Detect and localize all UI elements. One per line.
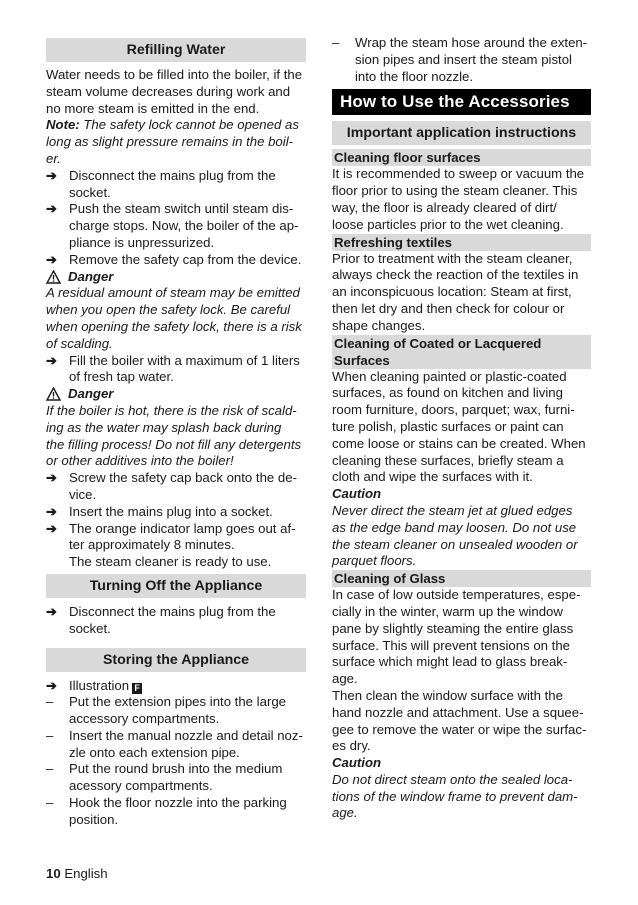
dash-bullet: – xyxy=(46,694,54,710)
dash-item xyxy=(46,728,306,762)
danger-label: Danger xyxy=(68,268,114,284)
dash-line: sion pipes and insert the steam pistol xyxy=(355,51,572,67)
dash-line: Wrap the steam hose around the exten- xyxy=(355,35,588,50)
step-item xyxy=(46,252,306,269)
step-line: Insert the mains plug into a socket. xyxy=(69,503,273,519)
step-line: pliance is unpressurized. xyxy=(69,234,215,250)
step-item xyxy=(46,470,306,504)
title-line: Cleaning of Coated or Lacquered xyxy=(334,335,542,351)
right-column xyxy=(332,0,591,822)
body-line: es dry. xyxy=(332,738,371,754)
danger-heading xyxy=(46,269,306,286)
title-line: Surfaces xyxy=(334,352,390,368)
body-line: room furniture, doors, parquet; wax, furni- xyxy=(332,402,575,418)
step-item xyxy=(46,504,306,521)
step-line: socket. xyxy=(69,184,111,200)
body-line: then let dry and then check for colour or xyxy=(332,300,565,316)
body-line: hand nozzle and attachment. Use a squee- xyxy=(332,704,584,720)
right-arrow-icon: ➔ xyxy=(46,470,58,486)
step-line: Screw the safety cap back onto the de- xyxy=(69,470,297,486)
dash-bullet: – xyxy=(46,727,54,743)
right-arrow-icon: ➔ xyxy=(46,167,58,183)
caution-line: tions of the window frame to prevent dam- xyxy=(332,788,578,804)
page-language: English xyxy=(64,866,108,881)
caution-line: the steam cleaner on unsealed wooden or xyxy=(332,536,578,552)
step-line: charge stops. Now, the boiler of the ap- xyxy=(69,218,299,234)
body-line: come loose or stains can be created. When xyxy=(332,435,586,451)
caution-line: age. xyxy=(332,805,358,821)
caution-line: Never direct the steam jet at glued edges xyxy=(332,502,573,518)
caution-label: Caution xyxy=(332,755,382,771)
step-line: Disconnect the mains plug from the xyxy=(69,603,276,619)
note-label: Note: xyxy=(46,117,80,133)
illustration-f-badge: F xyxy=(132,683,142,694)
dash-item xyxy=(46,761,306,795)
step-line: Disconnect the mains plug from the xyxy=(69,167,276,183)
danger-line: of scalding. xyxy=(46,335,113,351)
dash-line: position. xyxy=(69,811,119,827)
note-line: The safety lock cannot be opened as xyxy=(79,117,299,133)
body-line: cleaning these surfaces, briefly steam a xyxy=(332,452,564,468)
intro-line: no more steam is emitted in the end. xyxy=(46,100,260,116)
right-arrow-icon: ➔ xyxy=(46,352,58,368)
dash-item xyxy=(46,694,306,728)
illustration-ref xyxy=(46,678,306,695)
body-line: Prior to treatment with the steam cleaner, xyxy=(332,250,573,266)
illustration-label: Illustration xyxy=(69,677,130,693)
step-line: Push the steam switch until steam dis- xyxy=(69,201,294,217)
accessories-banner: How to Use the Accessories xyxy=(332,89,591,115)
danger-line: A residual amount of steam may be emitted xyxy=(46,285,300,301)
step-line: of fresh tap water. xyxy=(69,369,174,385)
dash-line: Hook the floor nozzle into the parking xyxy=(69,795,287,811)
ready-text: The steam cleaner is ready to use. xyxy=(69,554,272,570)
step-item xyxy=(46,521,306,555)
dash-line: into the floor nozzle. xyxy=(355,68,474,84)
important-instructions-heading: Important application instructions xyxy=(332,121,591,145)
body-line: cially in the winter, warm up the window xyxy=(332,603,563,619)
step-line: vice. xyxy=(69,486,97,502)
body-line: It is recommended to sweep or vacuum the xyxy=(332,166,585,182)
danger-line: when you open the safety lock. Be careful xyxy=(46,302,291,318)
refilling-water-heading: Refilling Water xyxy=(46,38,306,62)
intro-line: steam volume decreases during work and xyxy=(46,83,291,99)
dash-line: acessory compartments. xyxy=(69,778,213,794)
step-item xyxy=(46,604,306,638)
right-arrow-icon: ➔ xyxy=(46,503,58,519)
note xyxy=(46,117,306,134)
step-line: Remove the safety cap from the device. xyxy=(69,251,302,267)
dash-item xyxy=(46,795,306,829)
note-line: long as slight pressure remains in the boil- xyxy=(46,134,294,150)
caution-line: parquet floors. xyxy=(332,553,417,569)
dash-bullet: – xyxy=(332,35,340,50)
danger-text xyxy=(46,285,306,352)
page-footer xyxy=(46,866,108,881)
body-line: gee to remove the water or wipe the surfac- xyxy=(332,721,587,737)
left-column xyxy=(46,0,306,829)
intro-line: Water needs to be filled into the boiler, if the xyxy=(46,67,303,82)
danger-line: If the boiler is hot, there is the risk of scald- xyxy=(46,402,297,418)
dash-line: Insert the manual nozzle and detail noz- xyxy=(69,727,303,743)
body-line: surfaces, as found on kitchen and living xyxy=(332,385,563,401)
body-line: way, the floor is already cleared of dirt/ xyxy=(332,199,557,215)
body-line: loose particles prior to the wet cleaning. xyxy=(332,216,564,232)
dash-bullet: – xyxy=(46,761,54,777)
refilling-intro xyxy=(46,67,306,168)
caution-line: as the edge band may loosen. Do not use xyxy=(332,519,577,535)
danger-text xyxy=(46,403,306,470)
body-line: always check the reaction of the textiles in xyxy=(332,267,579,283)
warning-triangle-icon xyxy=(46,387,61,401)
step-item xyxy=(46,353,306,387)
body-line: Then clean the window surface with the xyxy=(332,687,563,703)
body-line: shape changes. xyxy=(332,317,426,333)
danger-line: the filling process! Do not fill any detergents xyxy=(46,436,302,452)
step-line: ter approximately 8 minutes. xyxy=(69,537,235,553)
step-line: The orange indicator lamp goes out af- xyxy=(69,520,296,536)
right-arrow-icon: ➔ xyxy=(46,520,58,536)
body-line: floor prior to using the steam cleaner. This xyxy=(332,183,578,199)
right-arrow-icon: ➔ xyxy=(46,201,58,217)
body-line: surface. This will prevent tensions on the xyxy=(332,637,570,653)
step-item xyxy=(46,168,306,202)
body-line: an inconspicuous location: Steam at first, xyxy=(332,284,572,300)
dash-item xyxy=(332,35,591,85)
dash-line: zle onto each extension pipe. xyxy=(69,744,240,760)
body-line: surface which might lead to glass break- xyxy=(332,654,568,670)
body-line: age. xyxy=(332,671,358,687)
step-line: Fill the boiler with a maximum of 1 liters xyxy=(69,352,300,368)
dash-line: Put the round brush into the medium xyxy=(69,761,283,777)
note-line: er. xyxy=(46,150,61,166)
storing-heading: Storing the Appliance xyxy=(46,648,306,672)
danger-label: Danger xyxy=(68,386,114,402)
dash-line: Put the extension pipes into the large xyxy=(69,694,287,710)
coated-surfaces-title xyxy=(332,335,591,369)
danger-heading xyxy=(46,386,306,403)
caution-line: Do not direct steam onto the sealed loca- xyxy=(332,771,573,787)
step-line: socket. xyxy=(69,620,111,636)
body-line: In case of low outside temperatures, espe- xyxy=(332,587,581,603)
body-line: pane by slightly steaming the entire glass xyxy=(332,620,574,636)
body-line: cloth and wipe the surfaces with it. xyxy=(332,469,533,485)
danger-line: when opening the safety lock, there is a risk xyxy=(46,318,302,334)
right-arrow-icon: ➔ xyxy=(46,251,58,267)
danger-line: or other additives into the boiler! xyxy=(46,453,234,469)
right-arrow-icon: ➔ xyxy=(46,603,58,619)
glass-title: Cleaning of Glass xyxy=(332,570,591,587)
step-item xyxy=(46,201,306,251)
dash-bullet: – xyxy=(46,795,54,811)
textiles-title: Refreshing textiles xyxy=(332,234,591,251)
caution-label: Caution xyxy=(332,486,382,502)
turning-off-heading: Turning Off the Appliance xyxy=(46,574,306,598)
body-line: When cleaning painted or plastic-coated xyxy=(332,368,567,384)
danger-line: ing as the water may splash back during xyxy=(46,419,282,435)
warning-triangle-icon xyxy=(46,270,61,284)
right-arrow-icon: ➔ xyxy=(46,677,58,693)
body-line: ture polish, plastic surfaces or paint can xyxy=(332,418,564,434)
floor-surfaces-title: Cleaning floor surfaces xyxy=(332,149,591,166)
dash-line: accessory compartments. xyxy=(69,711,220,727)
page-number: 10 xyxy=(46,866,61,881)
